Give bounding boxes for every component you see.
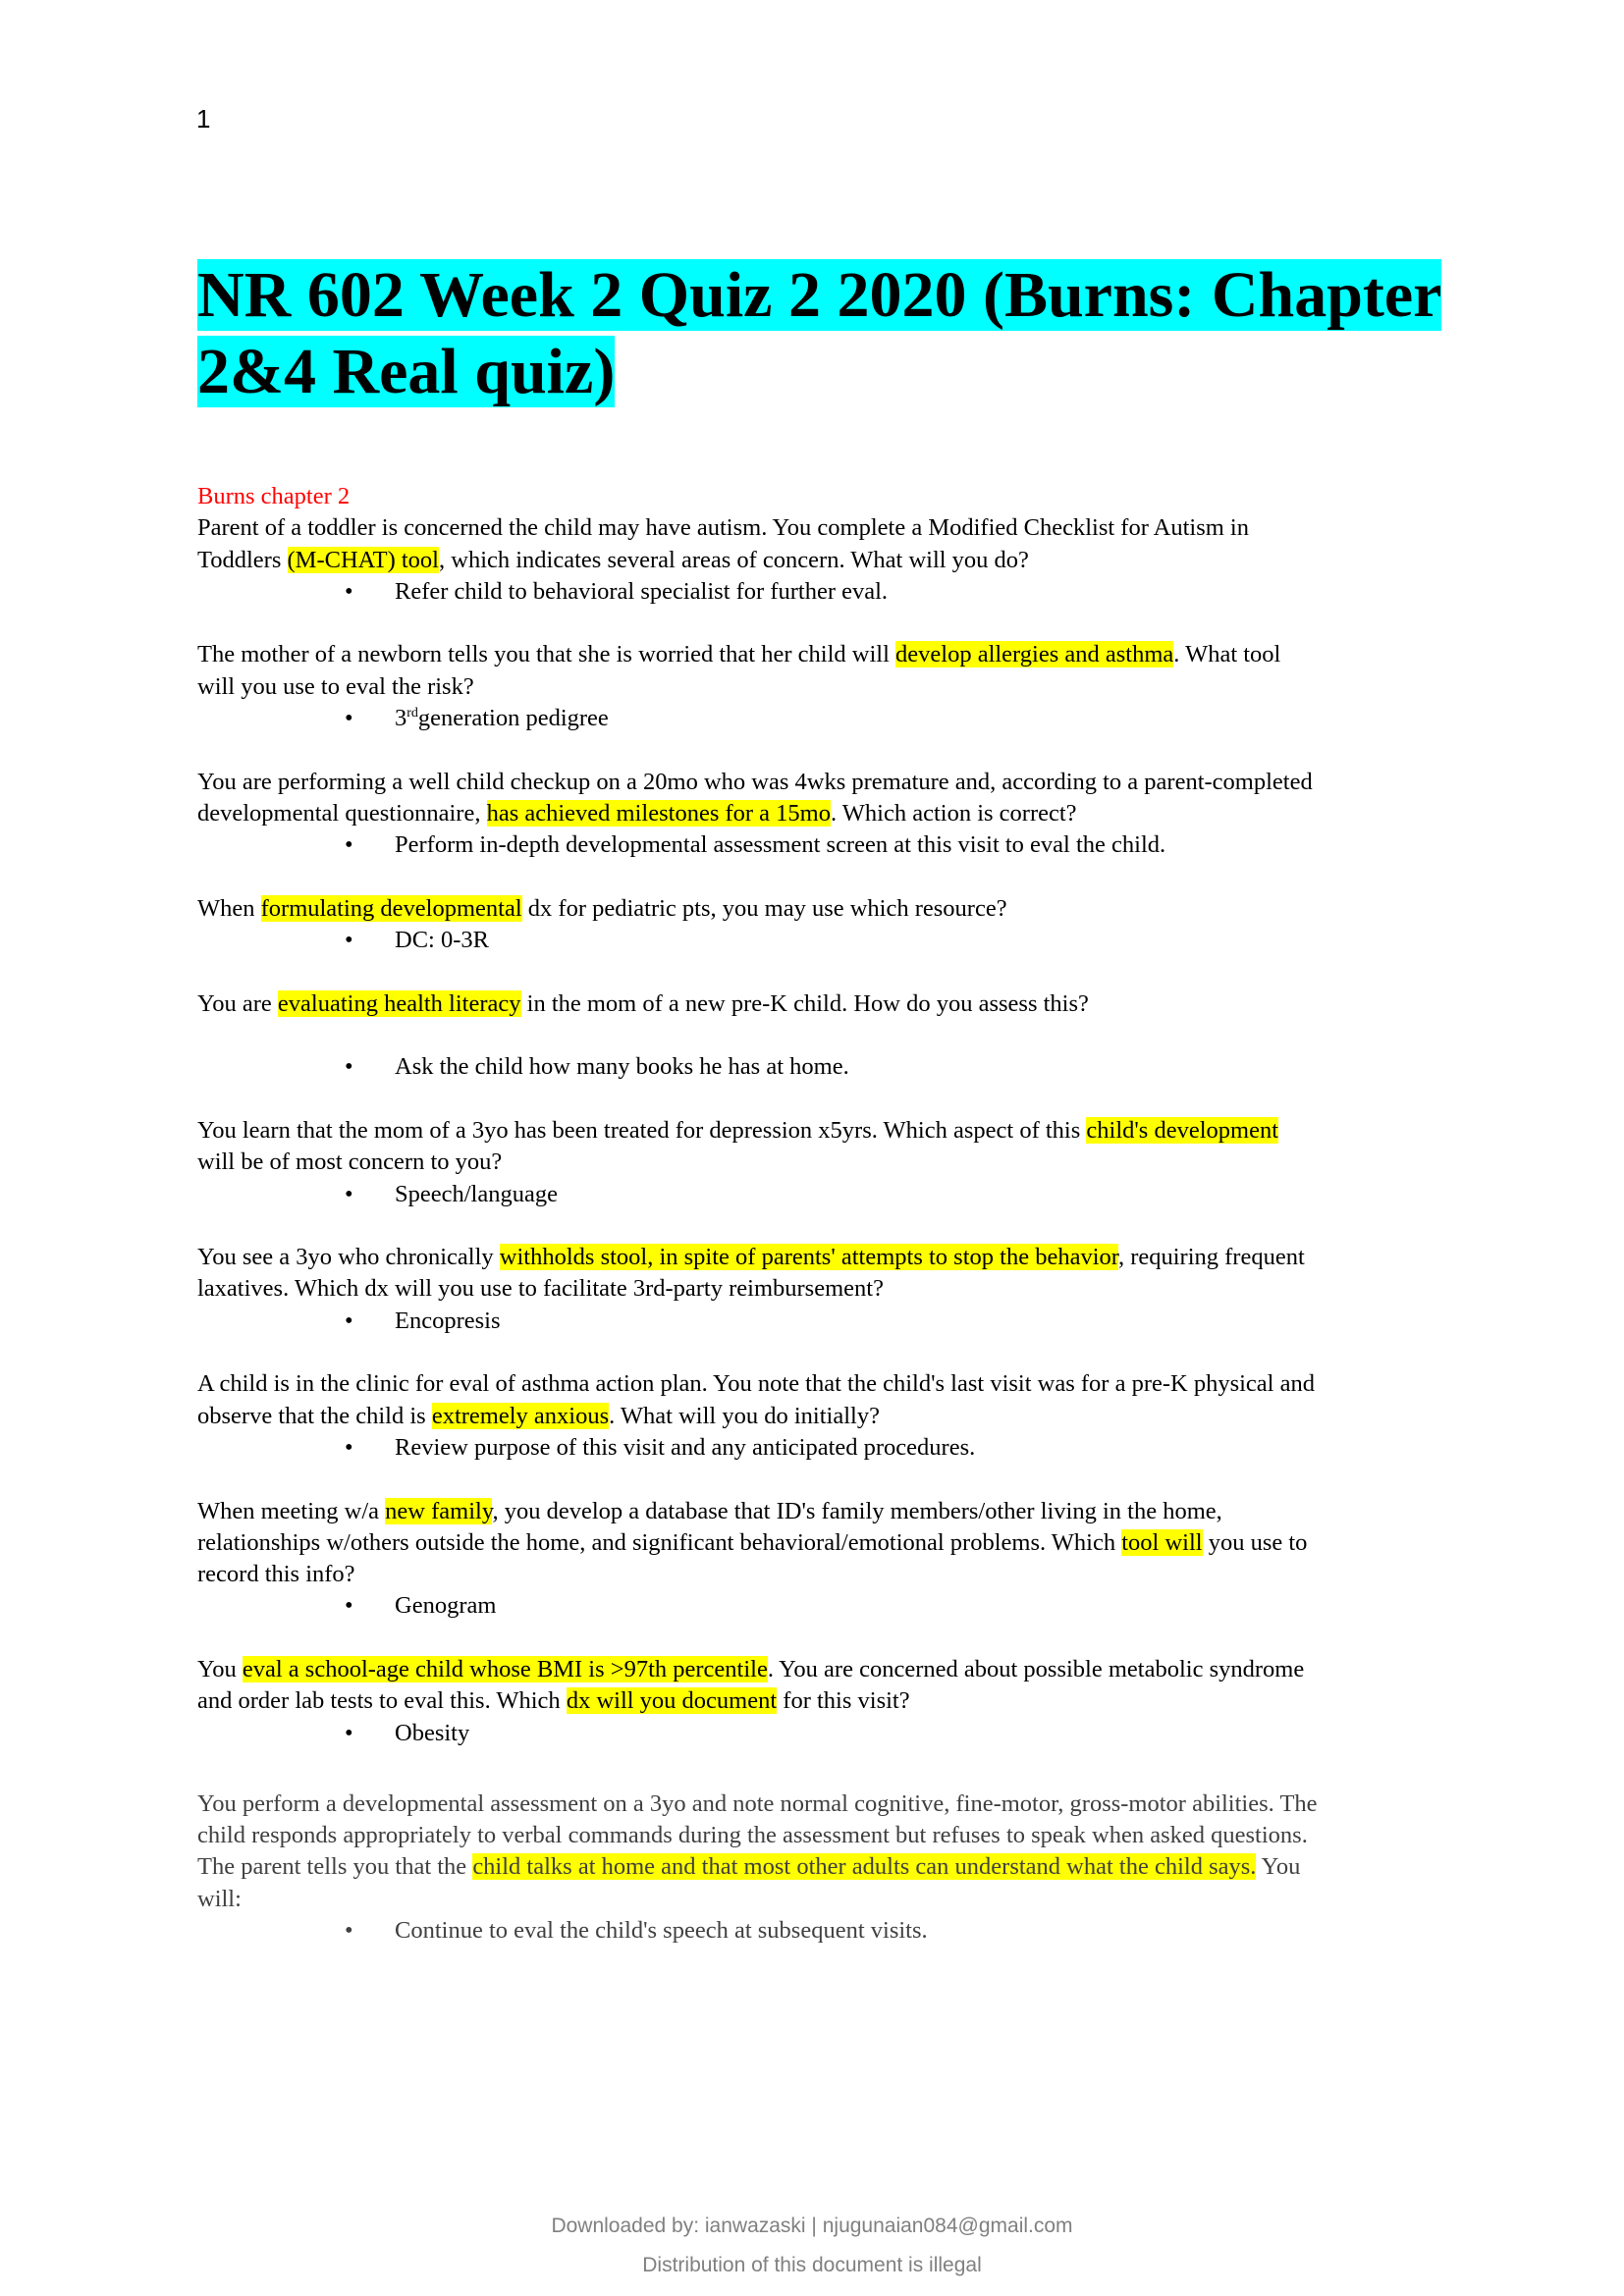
text-segment: When meeting w/a	[197, 1497, 386, 1524]
text-segment: for this visit?	[777, 1687, 910, 1715]
bullet-icon: •	[345, 1917, 353, 1945]
question-block	[197, 988, 1513, 1084]
question-text-line	[197, 1559, 1513, 1590]
answer-text: Continue to eval the child's speech at subsequent visits.	[395, 1917, 928, 1945]
question-text-line	[197, 988, 1513, 1020]
question-text-line	[197, 545, 1513, 576]
question-text-line	[197, 512, 1513, 544]
answer-text: Encopresis	[395, 1307, 501, 1334]
text-segment: dx for pediatric pts, you may use which resource?	[521, 894, 1007, 922]
text-segment: When	[197, 894, 261, 922]
text-segment: Toddlers	[197, 546, 288, 573]
question-block	[197, 893, 1513, 957]
bullet-icon: •	[345, 1307, 353, 1334]
spacer	[197, 1020, 1513, 1051]
answer-bullet	[197, 576, 1513, 608]
spacer	[197, 1084, 1513, 1115]
text-segment: You learn that the mom of a 3yo has been treated for depression x5yrs. Which aspect of this	[197, 1116, 1087, 1144]
highlighted-text: child's development	[1086, 1116, 1278, 1144]
text-segment: will:	[197, 1885, 242, 1912]
question-block	[197, 1368, 1513, 1464]
question-text-line	[197, 1820, 1513, 1851]
question-text-line	[197, 671, 1513, 703]
question-text-line	[197, 1242, 1513, 1273]
text-segment: You see a 3yo who chronically	[197, 1244, 500, 1271]
bullet-icon: •	[345, 577, 353, 605]
question-block	[197, 1654, 1513, 1749]
bullet-icon: •	[345, 927, 353, 954]
highlighted-text: child talks at home and that most other adults can understand what the child says.	[472, 1853, 1257, 1881]
question-text-line	[197, 1273, 1513, 1305]
bullet-icon: •	[345, 705, 353, 732]
question-text-line	[197, 1496, 1513, 1527]
answer-bullet	[197, 1179, 1513, 1210]
highlighted-text: (M-CHAT) tool	[287, 546, 439, 573]
spacer	[197, 956, 1513, 988]
answer-text: Genogram	[395, 1592, 497, 1620]
answer-bullet	[197, 703, 1513, 734]
text-segment: . You are concerned about possible metabolic syndrome	[767, 1655, 1305, 1682]
highlighted-text: dx will you document	[566, 1687, 778, 1715]
text-segment: will you use to eval the risk?	[197, 672, 474, 700]
answer-bullet	[197, 925, 1513, 956]
answer-bullet	[197, 1306, 1513, 1337]
highlighted-text: evaluating health literacy	[277, 989, 521, 1017]
chapter-heading: Burns chapter 2	[197, 483, 351, 509]
bullet-icon: •	[345, 831, 353, 859]
text-segment: will be of most concern to you?	[197, 1148, 503, 1176]
question-block	[197, 512, 1513, 608]
highlighted-text: formulating developmental	[260, 894, 522, 922]
question-text-line	[197, 1851, 1513, 1883]
highlighted-text: develop allergies and asthma	[895, 641, 1174, 668]
highlighted-text: withholds stool, in spite of parents' attempts to stop the behavior	[499, 1244, 1118, 1271]
question-text-line	[197, 1654, 1513, 1685]
spacer	[197, 1210, 1513, 1242]
bullet-icon: •	[345, 1433, 353, 1461]
question-text-line	[197, 1115, 1513, 1147]
text-segment: You	[1256, 1853, 1301, 1881]
text-segment: . Which action is correct?	[830, 799, 1077, 827]
text-segment: observe that the child is	[197, 1402, 432, 1429]
bullet-icon: •	[345, 1180, 353, 1207]
question-block	[197, 639, 1513, 734]
text-segment: , you develop a database that ID's family members/other living in the home,	[492, 1497, 1222, 1524]
answer-bullet	[197, 829, 1513, 861]
answer-bullet	[197, 1432, 1513, 1464]
answer-text: Obesity	[395, 1719, 470, 1746]
question-text-line	[197, 1789, 1513, 1820]
text-segment: Parent of a toddler is concerned the child may have autism. You complete a Modified Checklist for Autism in	[197, 514, 1249, 542]
text-segment: . What will you do initially?	[609, 1402, 880, 1429]
question-block	[197, 1242, 1513, 1337]
text-segment: you use to	[1202, 1528, 1308, 1556]
question-block	[197, 1789, 1513, 1947]
text-segment: You are	[197, 989, 278, 1017]
text-segment: The parent tells you that the	[197, 1853, 473, 1881]
question-text-line	[197, 1527, 1513, 1559]
highlighted-text: new family	[385, 1497, 493, 1524]
text-segment: child responds appropriately to verbal commands during the assessment but refuses to speak when asked questions.	[197, 1822, 1308, 1849]
question-text-line	[197, 1368, 1513, 1400]
bullet-icon: •	[345, 1592, 353, 1620]
answer-bullet	[197, 1718, 1513, 1749]
highlighted-text: tool will	[1121, 1528, 1203, 1556]
question-text-line	[197, 1685, 1513, 1717]
text-segment: . What tool	[1173, 641, 1281, 668]
text-segment: developmental questionnaire,	[197, 799, 487, 827]
question-text-line	[197, 639, 1513, 670]
text-segment: You	[197, 1655, 243, 1682]
question-text-line	[197, 893, 1513, 925]
highlighted-text: has achieved milestones for a 15mo	[486, 799, 831, 827]
text-segment: You are performing a well child checkup on a 20mo who was 4wks premature and, according to a parent-completed	[197, 768, 1313, 795]
spacer	[197, 1337, 1513, 1368]
text-segment: , which indicates several areas of concern. What will you do?	[439, 546, 1029, 573]
text-segment: The mother of a newborn tells you that she is worried that her child will	[197, 641, 896, 668]
text-segment: , requiring frequent	[1117, 1244, 1305, 1271]
spacer	[197, 734, 1513, 766]
answer-text: DC: 0-3R	[395, 927, 489, 954]
title-line: NR 602 Week 2 Quiz 2 2020 (Burns: Chapter	[197, 259, 1442, 331]
text-segment: relationships w/others outside the home, and significant behavioral/emotional problems. Which	[197, 1528, 1122, 1556]
spacer	[197, 1749, 1513, 1789]
text-segment: You perform a developmental assessment on a 3yo and note normal cognitive, fine-motor, gross-motor abilities. The	[197, 1789, 1318, 1817]
question-text-line	[197, 1147, 1513, 1178]
page-number: 1	[196, 104, 211, 133]
answer-bullet	[197, 1590, 1513, 1622]
answer-text: 3	[395, 705, 407, 732]
bullet-icon: •	[345, 1053, 353, 1081]
answer-superscript: rd	[406, 705, 418, 721]
answer-text: Refer child to behavioral specialist for further eval.	[395, 577, 889, 605]
spacer	[197, 608, 1513, 639]
text-segment: in the mom of a new pre-K child. How do you assess this?	[520, 989, 1089, 1017]
footer-notice: Distribution of this document is illegal	[642, 2254, 982, 2276]
text-segment: and order lab tests to eval this. Which	[197, 1687, 567, 1715]
answer-text: Perform in-depth developmental assessment screen at this visit to eval the child.	[395, 831, 1166, 859]
answer-text: Ask the child how many books he has at home.	[395, 1053, 849, 1081]
footer-downloaded-by: Downloaded by: ianwazaski | njugunaian084@gmail.com	[551, 2215, 1073, 2237]
answer-bullet	[197, 1915, 1513, 1947]
question-text-line	[197, 798, 1513, 829]
bullet-icon: •	[345, 1719, 353, 1746]
answer-text: Speech/language	[395, 1180, 558, 1207]
highlighted-text: eval a school-age child whose BMI is >97th percentile	[242, 1655, 768, 1682]
spacer	[197, 1464, 1513, 1495]
question-block	[197, 1496, 1513, 1623]
question-text-line	[197, 1401, 1513, 1432]
question-block	[197, 1115, 1513, 1210]
title-line: 2&4 Real quiz)	[197, 336, 616, 407]
text-segment: record this info?	[197, 1561, 355, 1588]
document-title	[197, 257, 1513, 410]
spacer	[197, 1623, 1513, 1654]
highlighted-text: extremely anxious	[431, 1402, 610, 1429]
answer-text: Review purpose of this visit and any anticipated procedures.	[395, 1433, 976, 1461]
question-text-line	[197, 767, 1513, 798]
question-block	[197, 767, 1513, 862]
answer-text: generation pedigree	[417, 705, 609, 732]
question-text-line	[197, 1884, 1513, 1915]
text-segment: A child is in the clinic for eval of asthma action plan. You note that the child's last visit was for a pre-K physical and	[197, 1370, 1315, 1398]
text-segment: laxatives. Which dx will you use to facilitate 3rd-party reimbursement?	[197, 1275, 884, 1303]
answer-bullet	[197, 1051, 1513, 1083]
document-body	[197, 481, 1513, 1947]
spacer	[197, 862, 1513, 893]
